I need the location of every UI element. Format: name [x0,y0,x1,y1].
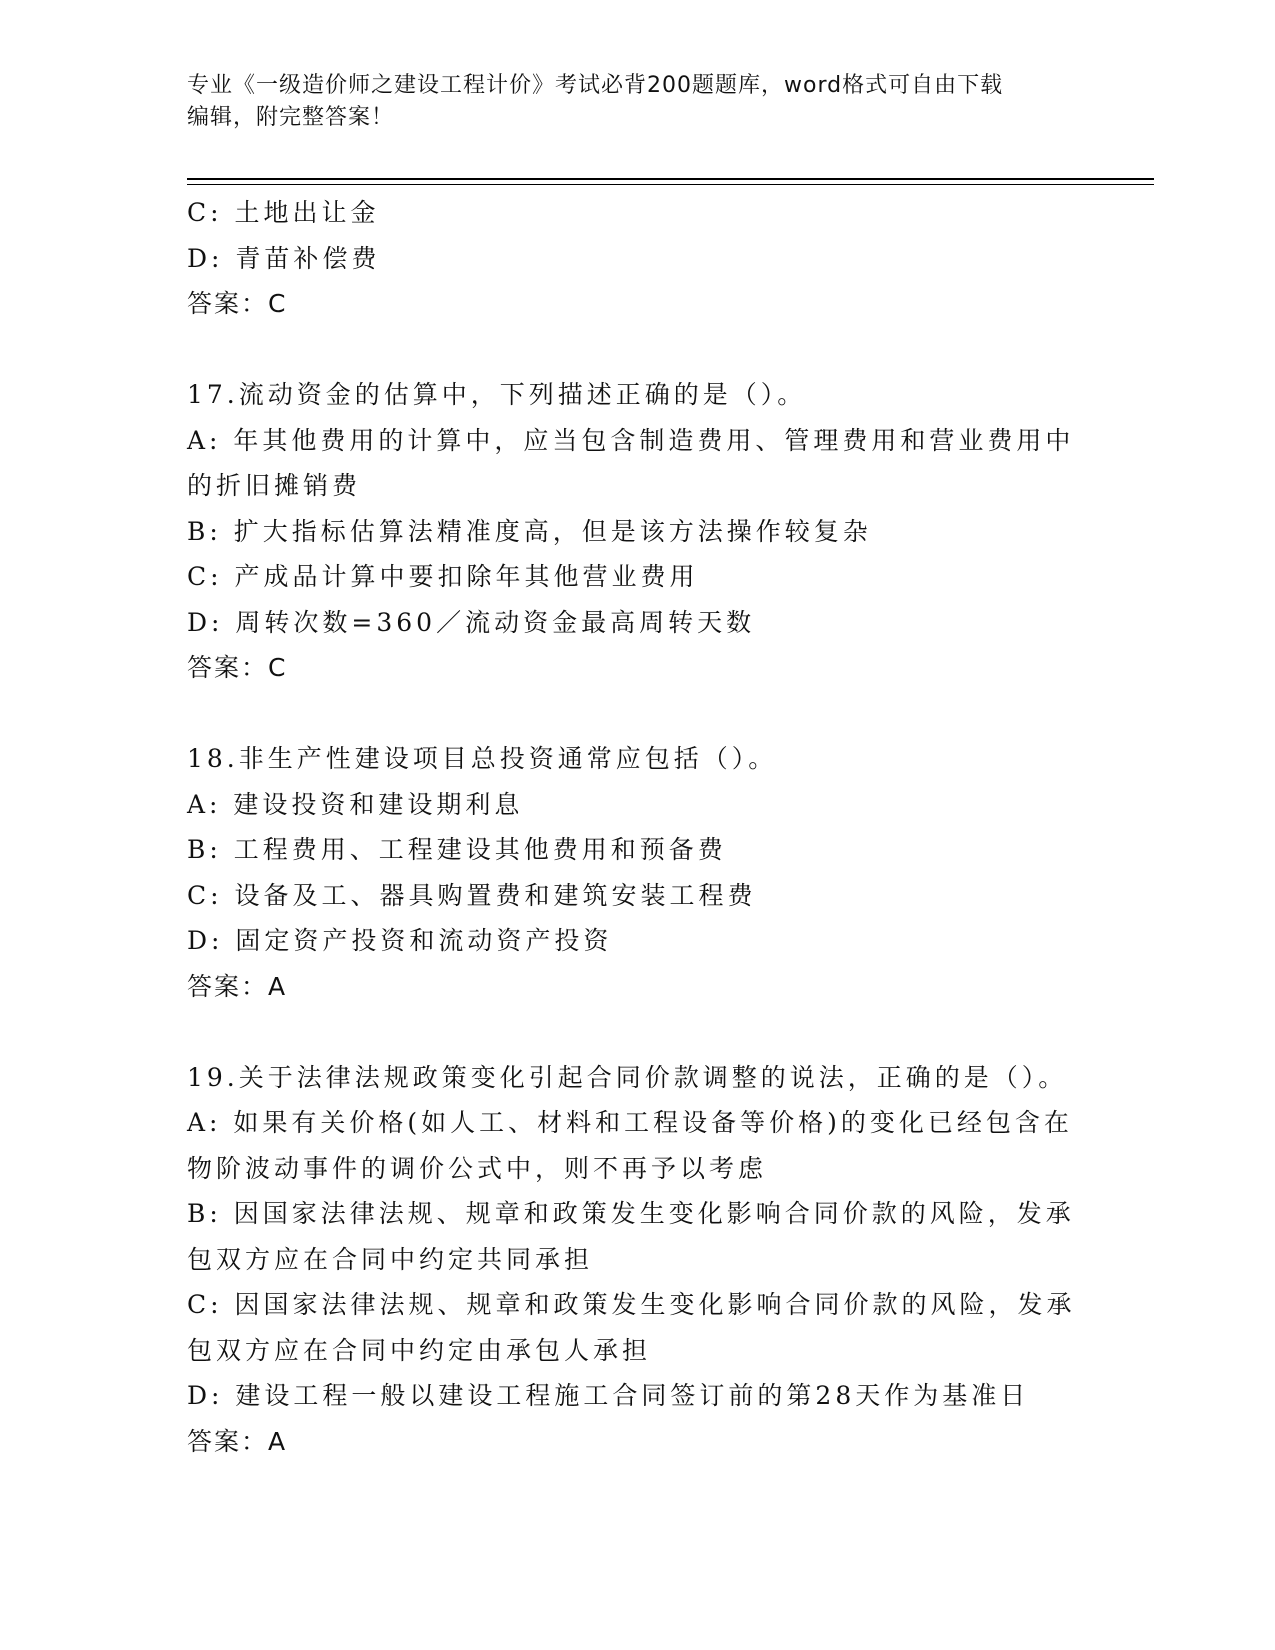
option-line: A: 年其他费用的计算中，应当包含制造费用、管理费用和营业费用中 [187,425,1075,455]
question-block-19 [187,1055,1077,1465]
block-spacer [187,327,1077,373]
option-line: A: 如果有关价格(如人工、材料和工程设备等价格)的变化已经包含在 [187,1108,1073,1137]
option-line: D: 青苗补偿费 [187,243,381,273]
option-line: D: 周转次数=360／流动资金最高周转天数 [187,607,756,637]
option-line: 包双方应在合同中约定由承包人承担 [187,1335,652,1365]
partial-question-block [187,190,1077,327]
option-line: C: 产成品计算中要扣除年其他营业费用 [187,562,699,591]
answer-line: 答案：A [187,971,288,1001]
option-line: 包双方应在合同中约定共同承担 [187,1244,594,1274]
header-divider-thin [187,184,1154,185]
question-stem: 17.流动资金的估算中，下列描述正确的是（）。 [187,380,807,409]
answer-line: 答案：C [187,653,288,682]
header-divider-thick [187,178,1154,180]
block-spacer [187,691,1077,737]
answer-line: 答案：A [187,1426,288,1456]
block-spacer [187,1009,1077,1055]
page-header [187,70,1067,134]
question-block-18 [187,736,1077,1009]
header-line-2: 编辑，附完整答案！ [187,105,395,130]
option-line: C: 设备及工、器具购置费和建筑安装工程费 [187,880,757,910]
option-line: B: 因国家法律法规、规章和政策发生变化影响合同价款的风险，发承 [187,1199,1075,1228]
option-line: D: 固定资产投资和流动资产投资 [187,926,613,955]
question-stem: 18.非生产性建设项目总投资通常应包括（）。 [187,744,778,773]
option-line: C: 因国家法律法规、规章和政策发生变化影响合同价款的风险，发承 [187,1290,1076,1319]
option-line: C: 土地出让金 [187,198,380,227]
option-line: 物阶波动事件的调价公式中，则不再予以考虑 [187,1153,768,1183]
option-line: B: 工程费用、工程建设其他费用和预备费 [187,835,727,864]
document-body [187,190,1077,1464]
header-line-1: 专业《一级造价师之建设工程计价》考试必背200题题库，word格式可自由下载 [187,73,1004,98]
question-stem: 19.关于法律法规政策变化引起合同价款调整的说法，正确的是（）。 [187,1062,1068,1092]
option-line: B: 扩大指标估算法精准度高，但是该方法操作较复杂 [187,516,872,546]
option-line: A: 建设投资和建设期利息 [187,789,524,819]
answer-line: 答案：C [187,289,288,318]
question-block-17 [187,372,1077,691]
option-line: 的折旧摊销费 [187,471,362,500]
option-line: D: 建设工程一般以建设工程施工合同签订前的第28天作为基准日 [187,1381,1030,1410]
